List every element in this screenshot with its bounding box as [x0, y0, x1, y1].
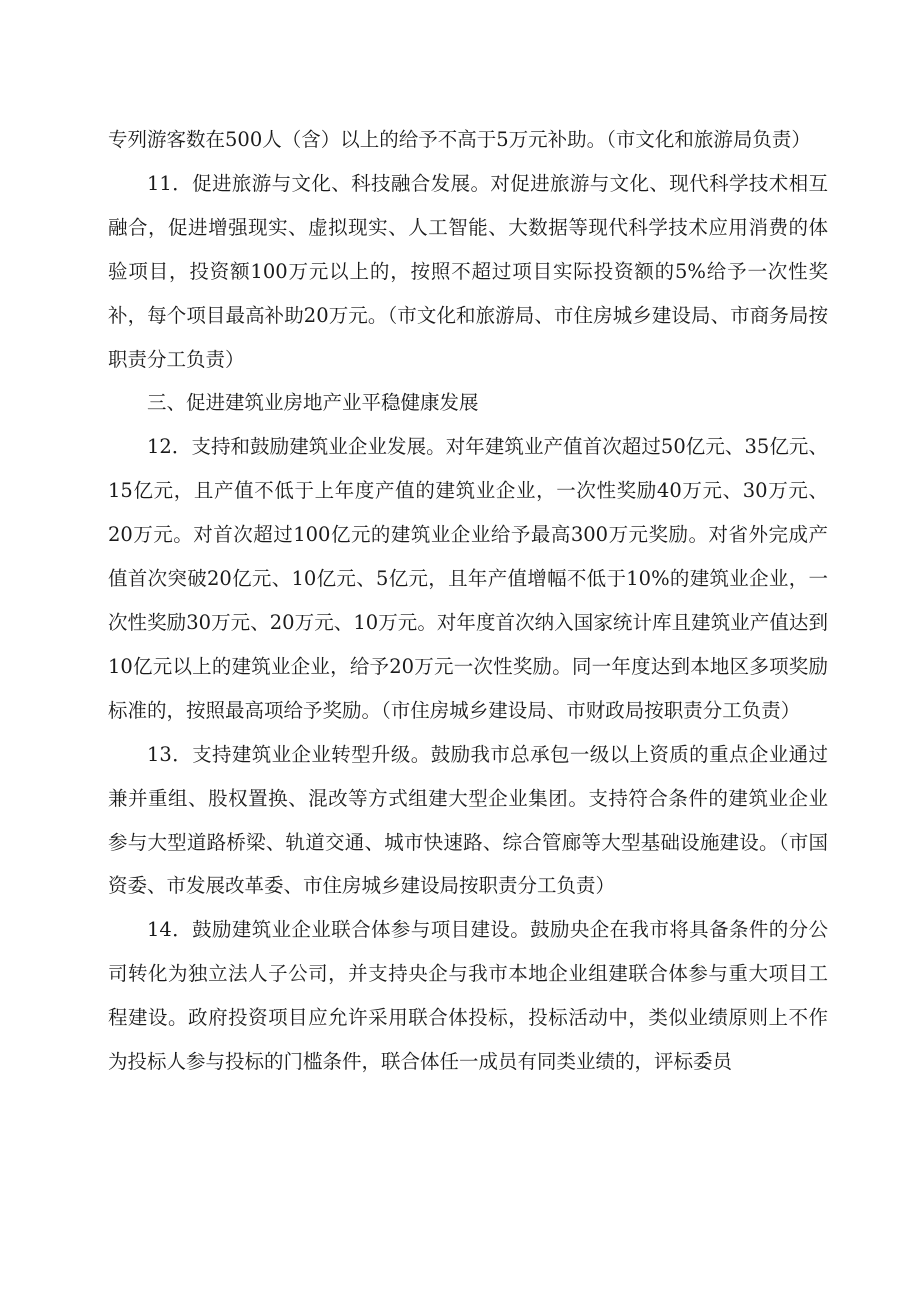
paragraph-item-12: 12．支持和鼓励建筑业企业发展。对年建筑业产值首次超过50亿元、35亿元、15亿元，且产值不低于上年度产值的建筑业企业，一次性奖励40万元、30万元、20万元。对首次超过100亿元的建筑业企业给予最高300万元奖励。对省外完成产值首次突破20亿元、10亿元、5亿元，且年产值增幅不低于10%的建筑业企业，一次性奖励30万元、20万元、10万元。对年度首次纳入国家统计库且建筑业产值达到10亿元以上的建筑业企业，给予20万元一次性奖励。同一年度达到本地区多项奖励标准的，按照最高项给予奖励。（市住房城乡建设局、市财政局按职责分工负责） [108, 435, 828, 722]
paragraph-item-11: 11．促进旅游与文化、科技融合发展。对促进旅游与文化、现代科学技术相互融合，促进增强现实、虚拟现实、人工智能、大数据等现代科学技术应用消费的体验项目，投资额100万元以上的，按照不超过项目实际投资额的5%给予一次性奖补，每个项目最高补助20万元。（市文化和旅游局、市住房城乡建设局、市商务局按职责分工负责） [108, 171, 828, 371]
document-body [108, 118, 828, 1084]
paragraph-item-13: 13．支持建筑业企业转型升级。鼓励我市总承包一级以上资质的重点企业通过兼并重组、股权置换、混改等方式组建大型企业集团。支持符合条件的建筑业企业参与大型道路桥梁、轨道交通、城市快速路、综合管廊等大型基础设施建设。（市国资委、市发展改革委、市住房城乡建设局按职责分工负责） [108, 742, 828, 898]
paragraph-item-14: 14．鼓励建筑业企业联合体参与项目建设。鼓励央企在我市将具备条件的分公司转化为独立法人子公司，并支持央企与我市本地企业组建联合体参与重大项目工程建设。政府投资项目应允许采用联合体投标，投标活动中，类似业绩原则上不作为投标人参与投标的门槛条件，联合体任一成员有同类业绩的，评标委员 [108, 918, 828, 1074]
paragraph-continuation: 专列游客数在500人（含）以上的给予不高于5万元补助。（市文化和旅游局负责） [108, 128, 811, 151]
section-heading-3: 三、促进建筑业房地产业平稳健康发展 [147, 391, 479, 415]
